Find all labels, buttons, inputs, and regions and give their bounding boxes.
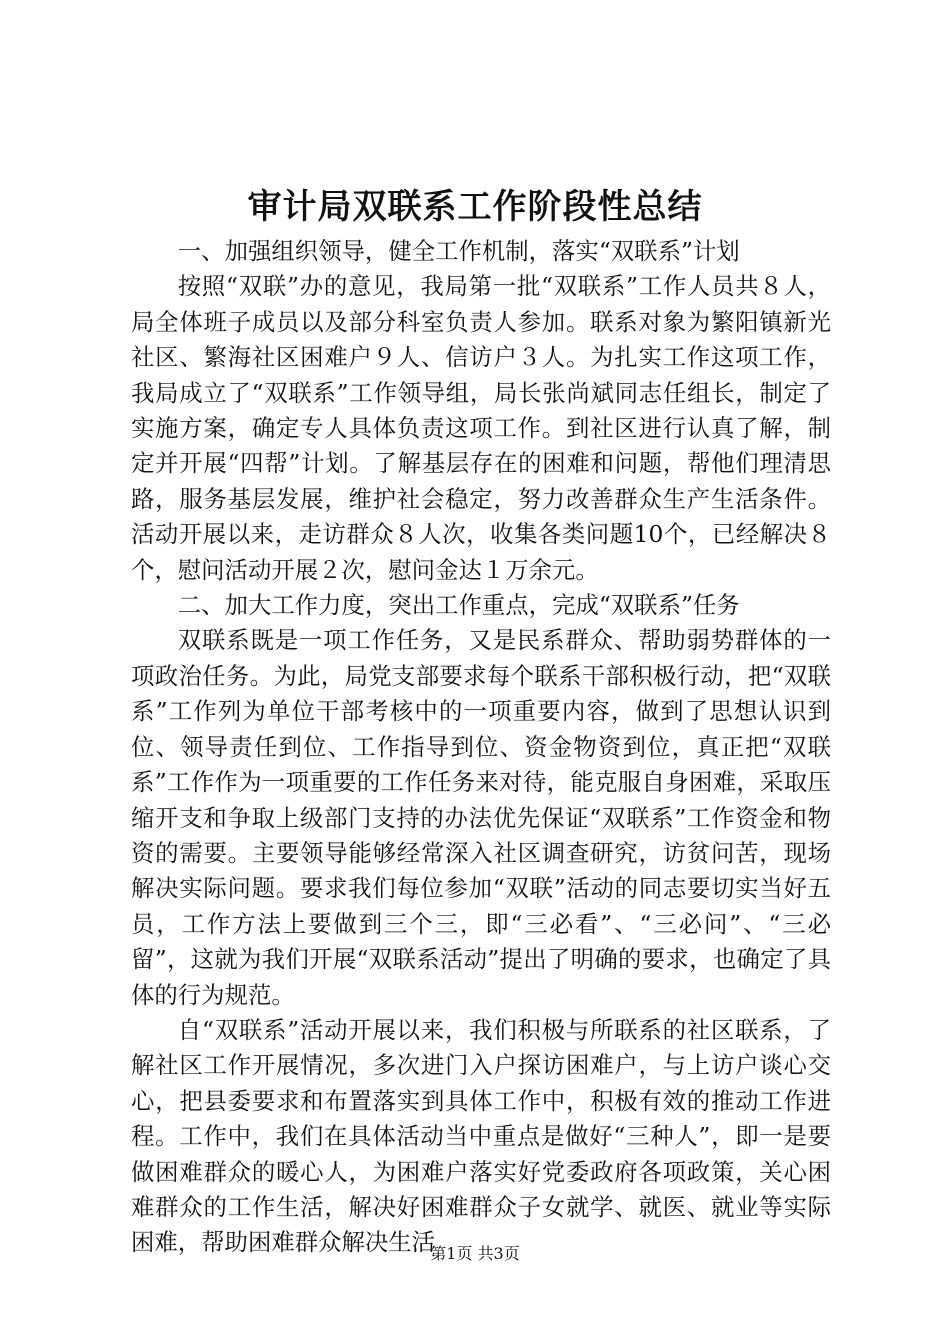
page-footer: 第1页 共3页 [430,1244,520,1263]
section-heading-2: 二、加大工作力度，突出工作重点，完成“双联系”任务 [177,591,740,620]
section-heading-1: 一、加强组织领导，健全工作机制，落实“双联系”计划 [177,237,740,265]
paragraph-3: 自“双联系”活动开展以来，我们积极与所联系的社区联系，了解社区工作开展情况，多次进门入户探访困难户，与上访户谈心交心，把县委要求和布置落实到具体工作中，积极有效的推动工作进程。工作中，我们在具体活动当中重点是做好“三种人”，即一是要做困难群众的暖心人，为困难户落实好党委政府各项政策，关心困难群众的工作生活，解决好困难群众子女就学、就医、就业等实际困难，帮助困难群众解决生活 [131,1015,831,1257]
paragraph-1: 按照“双联”办的意见，我局第一批“双联系”工作人员共８人，局全体班子成员以及部分科室负责人参加。联系对象为繁阳镇新光社区、繁海社区困难户９人、信访户３人。为扎实工作这项工作，我局成立了“双联系”工作领导组，局长张尚斌同志任组长，制定了实施方案，确定专人具体负责这项工作。到社区进行认真了解，制定并开展“四帮”计划。了解基层存在的困难和问题，帮他们理清思路，服务基层发展，维护社会稳定，努力改善群众生产生活条件。活动开展以来，走访群众８人次，收集各类问题10个，已经解决８个，慰问活动开展２次，慰问金达１万余元。 [131,272,831,584]
document-body [131,234,831,1261]
document-title: 审计局双联系工作阶段性总结 [247,187,703,227]
paragraph-2: 双联系既是一项工作任务，又是民系群众、帮助弱势群体的一项政治任务。为此，局党支部要求每个联系干部积极行动，把“双联系”工作列为单位干部考核中的一项重要内容，做到了思想认识到位、领导责任到位、工作指导到位、资金物资到位，真正把“双联系”工作作为一项重要的工作任务来对待，能克服自身困难，采取压缩开支和争取上级部门支持的办法优先保证“双联系”工作资金和物资的需要。主要领导能够经常深入社区调查研究，访贫问苦，现场解决实际问题。要求我们每位参加“双联”活动的同志要切实当好五员，工作方法上要做到三个三，即“三必看”、“三必问”、“三必留”，这就为我们开展“双联系活动”提出了明确的要求，也确定了具体的行为规范。 [131,626,831,1009]
